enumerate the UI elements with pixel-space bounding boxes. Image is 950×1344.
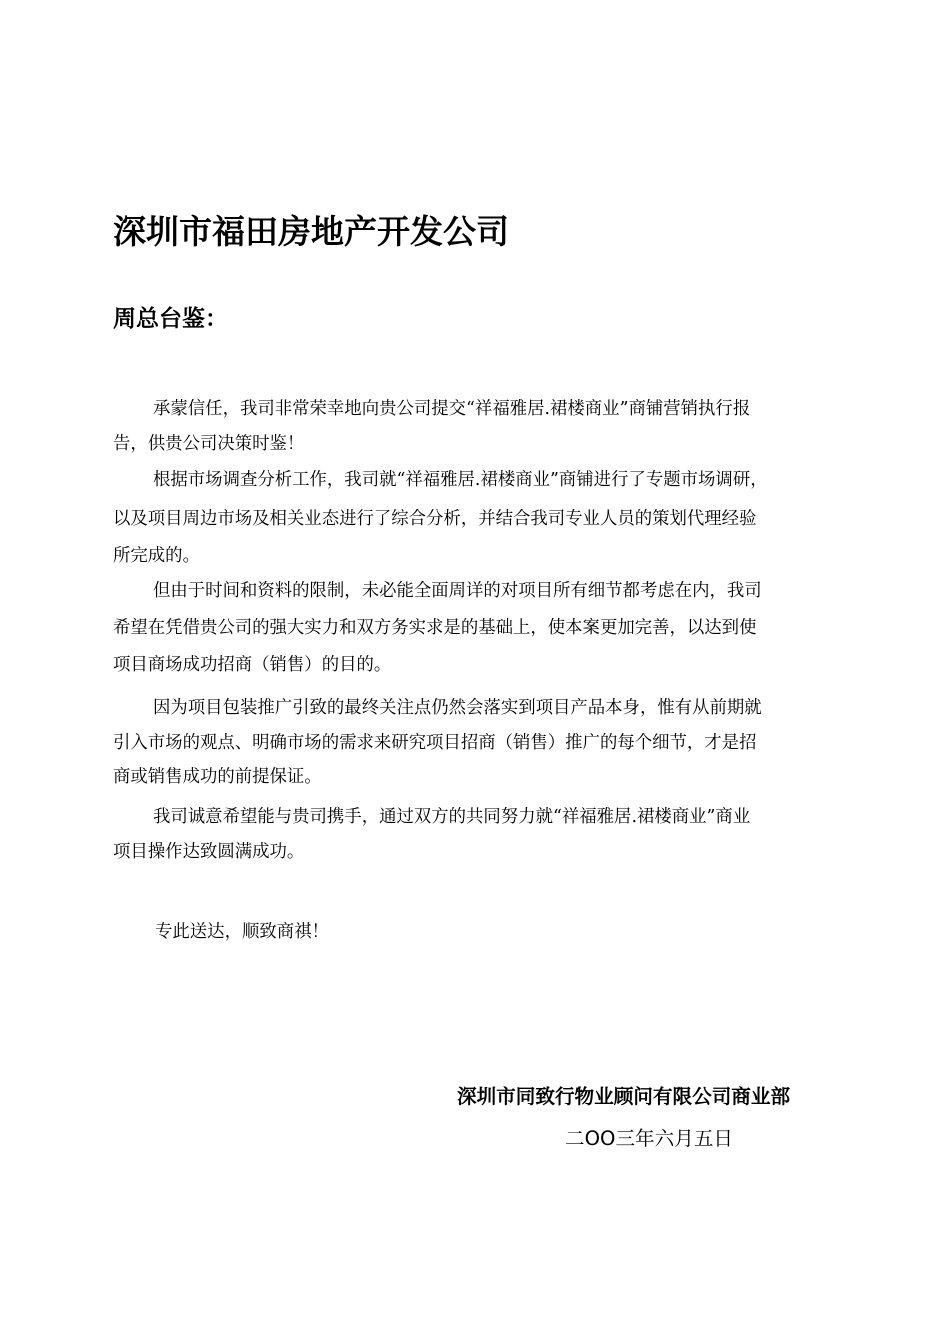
paragraph-5-line-1: 我司诚意希望能与贵司携手，通过双方的共同努力就“祥福雅居.裙楼商业”商业 xyxy=(153,807,751,827)
paragraph-2-line-3: 所完成的。 xyxy=(113,546,200,566)
paragraph-2-line-1: 根据市场调查分析工作，我司就“祥福雅居.裙楼商业”商铺进行了专题市场调研， xyxy=(153,470,768,490)
paragraph-3-line-2: 希望在凭借贵公司的强大实力和双方务实求是的基础上，使本案更加完善，以达到使 xyxy=(113,618,757,638)
signature-company: 深圳市同致行物业顾问有限公司商业部 xyxy=(457,1085,791,1108)
paragraph-1-line-1: 承蒙信任，我司非常荣幸地向贵公司提交“祥福雅居.裙楼商业”商铺营销执行报 xyxy=(153,399,751,419)
paragraph-4-line-3: 商或销售成功的前提保证。 xyxy=(113,767,322,787)
paragraph-3-line-1: 但由于时间和资料的限制，未必能全面周详的对项目所有细节都考虑在内，我司 xyxy=(153,581,762,601)
paragraph-1-line-2: 告，供贵公司决策时鉴！ xyxy=(113,434,305,454)
paragraph-5-line-2: 项目操作达致圆满成功。 xyxy=(113,842,305,862)
closing-remark: 专此送达，顺致商祺！ xyxy=(155,922,329,942)
signature-date: 二OO三年六月五日 xyxy=(565,1127,734,1150)
salutation: 周总台鉴： xyxy=(113,306,228,332)
paragraph-2-line-2: 以及项目周边市场及相关业态进行了综合分析，并结合我司专业人员的策划代理经验 xyxy=(113,509,757,529)
paragraph-4-line-2: 引入市场的观点、明确市场的需求来研究项目招商（销售）推广的每个细节，才是招 xyxy=(113,733,757,753)
paragraph-3-line-3: 项目商场成功招商（销售）的目的。 xyxy=(113,655,392,675)
recipient-heading: 深圳市福田房地产开发公司 xyxy=(113,212,509,251)
paragraph-4-line-1: 因为项目包装推广引致的最终关注点仍然会落实到项目产品本身，惟有从前期就 xyxy=(153,698,762,718)
